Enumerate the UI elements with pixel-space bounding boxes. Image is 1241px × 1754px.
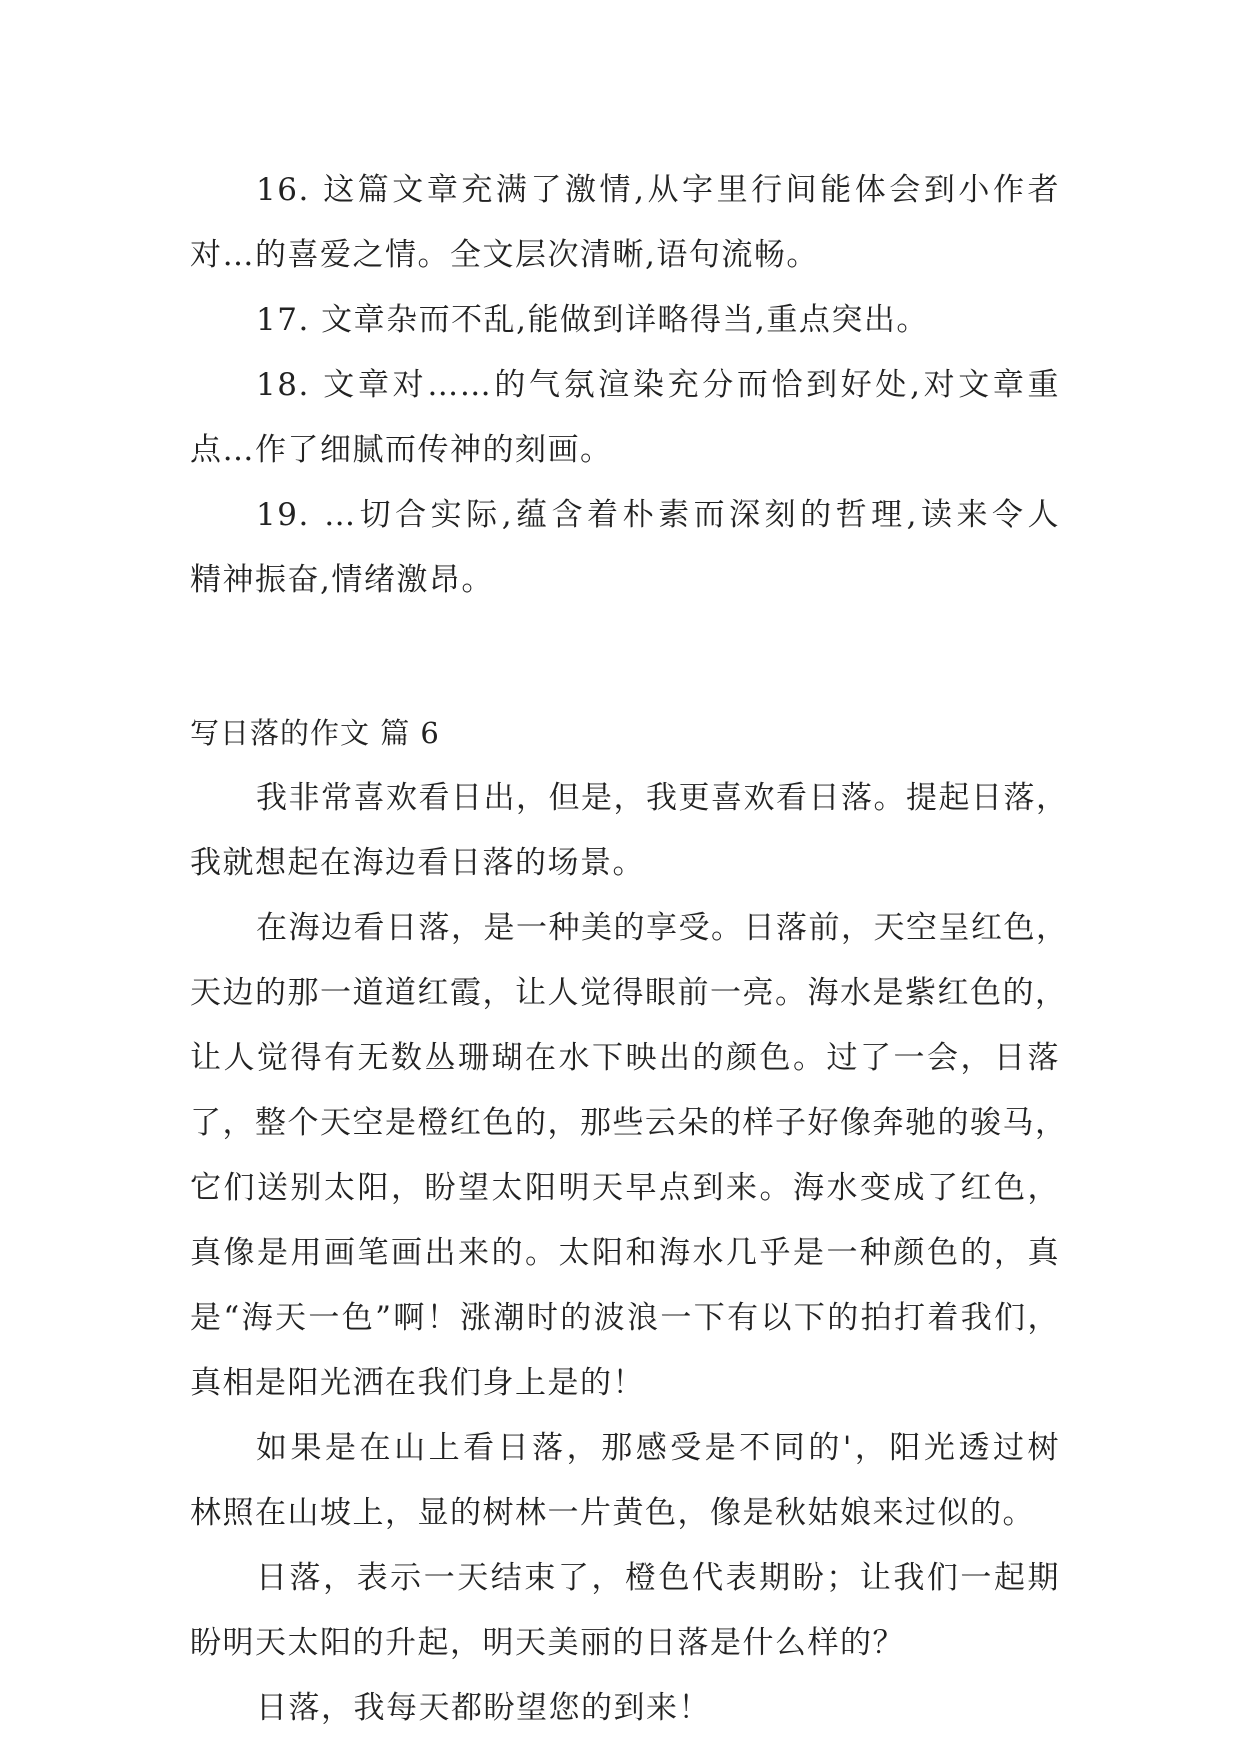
list-item-line: 18. 文章对……的气氛渲染充分而恰到好处,对文章重: [256, 367, 1060, 403]
paragraph-line: 真相是阳光洒在我们身上是的！: [190, 1365, 645, 1401]
paragraph-line: 了，整个天空是橙红色的，那些云朵的样子好像奔驰的骏马，: [190, 1105, 1068, 1141]
essay-paragraph-3: [190, 1416, 1060, 1546]
paragraph-line: 日落，表示一天结束了，橙色代表期盼；让我们一起期: [256, 1560, 1060, 1596]
essay-heading: 写日落的作文 篇 6: [190, 716, 440, 750]
list-item-line: 17. 文章杂而不乱,能做到详略得当,重点突出。: [256, 302, 929, 338]
paragraph-line: 我非常喜欢看日出，但是，我更喜欢看日落。提起日落，: [256, 780, 1069, 816]
paragraph-line: 我就想起在海边看日落的场景。: [190, 845, 645, 881]
paragraph-line: 让人觉得有无数丛珊瑚在水下映出的颜色。过了一会，日落: [190, 1040, 1060, 1076]
list-item-line: 对…的喜爱之情。全文层次清晰,语句流畅。: [190, 237, 819, 273]
section-gap: [190, 613, 1060, 701]
list-item-19: [190, 483, 1060, 613]
paragraph-line: 盼明天太阳的升起，明天美丽的日落是什么样的？: [190, 1625, 905, 1661]
essay-paragraph-2: [190, 896, 1069, 1416]
paragraph-line: 林照在山坡上，显的树林一片黄色，像是秋姑娘来过似的。: [190, 1495, 1035, 1531]
list-item-18: [190, 353, 1060, 483]
paragraph-line: 它们送别太阳，盼望太阳明天早点到来。海水变成了红色，: [190, 1170, 1060, 1206]
essay-paragraph-4: [190, 1546, 1060, 1676]
paragraph-line: 天边的那一道道红霞，让人觉得眼前一亮。海水是紫红色的，: [190, 975, 1068, 1011]
list-item-line: 点…作了细腻而传神的刻画。: [190, 432, 613, 468]
list-item-line: 16. 这篇文章充满了激情,从字里行间能体会到小作者: [256, 172, 1060, 208]
list-item-16: [190, 158, 1060, 288]
list-item-17: [190, 288, 1060, 353]
paragraph-line: 在海边看日落，是一种美的享受。日落前，天空呈红色，: [256, 910, 1069, 946]
essay-paragraph-5: [190, 1676, 1060, 1741]
paragraph-line: 日落，我每天都盼望您的到来！: [256, 1690, 711, 1726]
list-item-line: 精神振奋,情绪激昂。: [190, 562, 494, 598]
essay-paragraph-1: [190, 766, 1069, 896]
paragraph-line: 是“海天一色”啊！涨潮时的波浪一下有以下的拍打着我们，: [190, 1300, 1060, 1336]
document-body: [190, 158, 1069, 1741]
list-item-line: 19. …切合实际,蕴含着朴素而深刻的哲理,读来令人: [256, 497, 1060, 533]
paragraph-line: 真像是用画笔画出来的。太阳和海水几乎是一种颜色的，真: [190, 1235, 1060, 1271]
paragraph-line: 如果是在山上看日落，那感受是不同的'，阳光透过树: [256, 1430, 1060, 1466]
